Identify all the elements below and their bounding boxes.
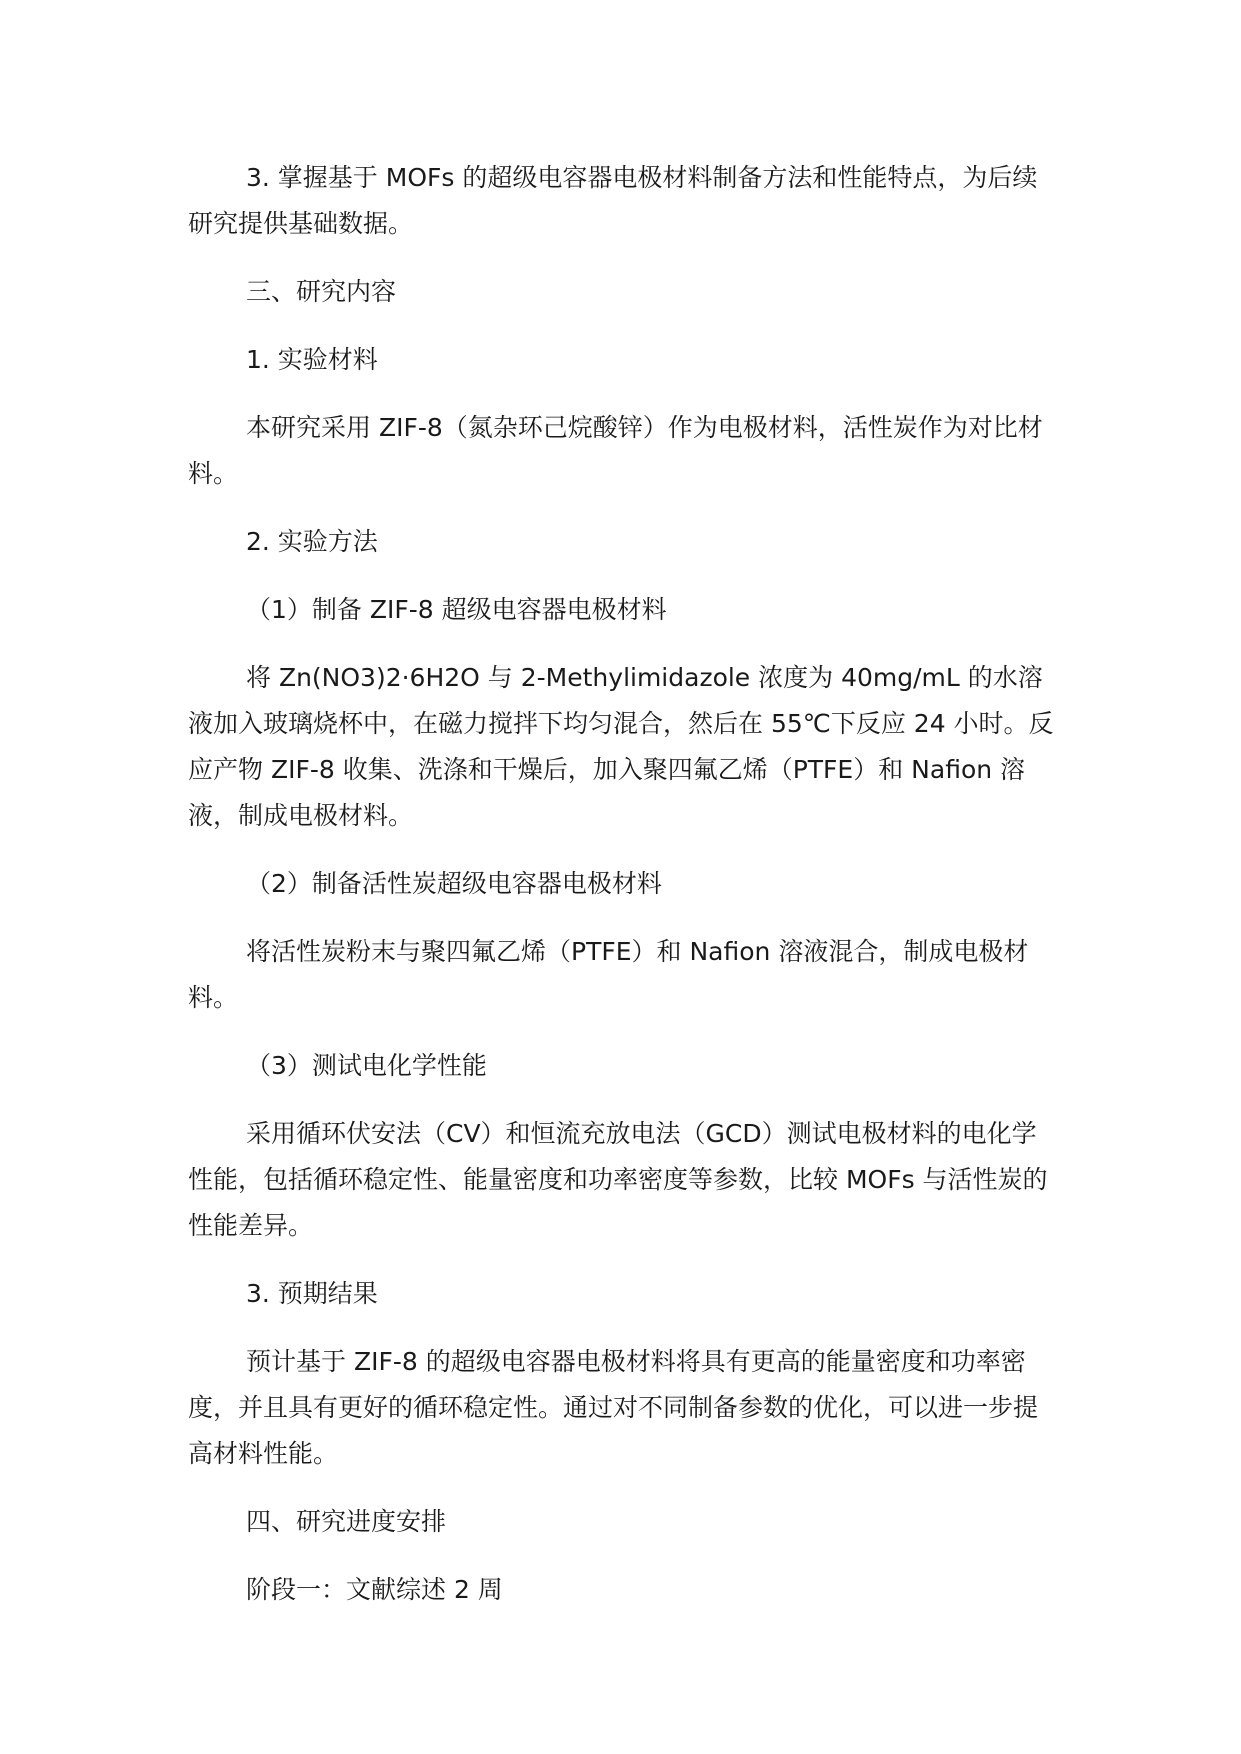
method-3-heading: （3）测试电化学性能 bbox=[246, 1051, 487, 1080]
section-heading-research-content: 三、研究内容 bbox=[246, 277, 397, 306]
method-2-paragraph: 将活性炭粉末与聚四氟乙烯（PTFE）和 Nafion 溶液混合，制成电极材料。 bbox=[188, 937, 1029, 1012]
subheading-expected-results: 3. 预期结果 bbox=[246, 1279, 378, 1308]
expected-results-paragraph: 预计基于 ZIF-8 的超级电容器电极材料将具有更高的能量密度和功率密度，并且具有更好的循环稳定性。通过对不同制备参数的优化，可以进一步提高材料性能。 bbox=[188, 1347, 1039, 1468]
section-heading-schedule: 四、研究进度安排 bbox=[246, 1507, 447, 1536]
materials-paragraph: 本研究采用 ZIF-8（氮杂环己烷酸锌）作为电极材料，活性炭作为对比材料。 bbox=[188, 413, 1043, 488]
method-2-heading: （2）制备活性炭超级电容器电极材料 bbox=[246, 869, 662, 898]
document-body bbox=[188, 155, 1060, 1635]
method-1-heading: （1）制备 ZIF-8 超级电容器电极材料 bbox=[246, 595, 667, 624]
objective-3-paragraph: 3. 掌握基于 MOFs 的超级电容器电极材料制备方法和性能特点，为后续研究提供基础数据。 bbox=[188, 163, 1038, 238]
method-3-paragraph: 采用循环伏安法（CV）和恒流充放电法（GCD）测试电极材料的电化学性能，包括循环稳定性、能量密度和功率密度等参数，比较 MOFs 与活性炭的性能差异。 bbox=[188, 1119, 1048, 1240]
subheading-materials: 1. 实验材料 bbox=[246, 345, 378, 374]
schedule-stage-1: 阶段一：文献综述 2 周 bbox=[246, 1575, 503, 1604]
subheading-methods: 2. 实验方法 bbox=[246, 527, 378, 556]
method-1-paragraph: 将 Zn(NO3)2·6H2O 与 2-Methylimidazole 浓度为 40mg/mL 的水溶液加入玻璃烧杯中，在磁力搅拌下均匀混合，然后在 55℃下反应 24 小时。反应产物 ZIF-8 收集、洗涤和干燥后，加入聚四氟乙烯（PTFE）和 Nafion 溶液，制成电极材料。 bbox=[188, 663, 1054, 830]
